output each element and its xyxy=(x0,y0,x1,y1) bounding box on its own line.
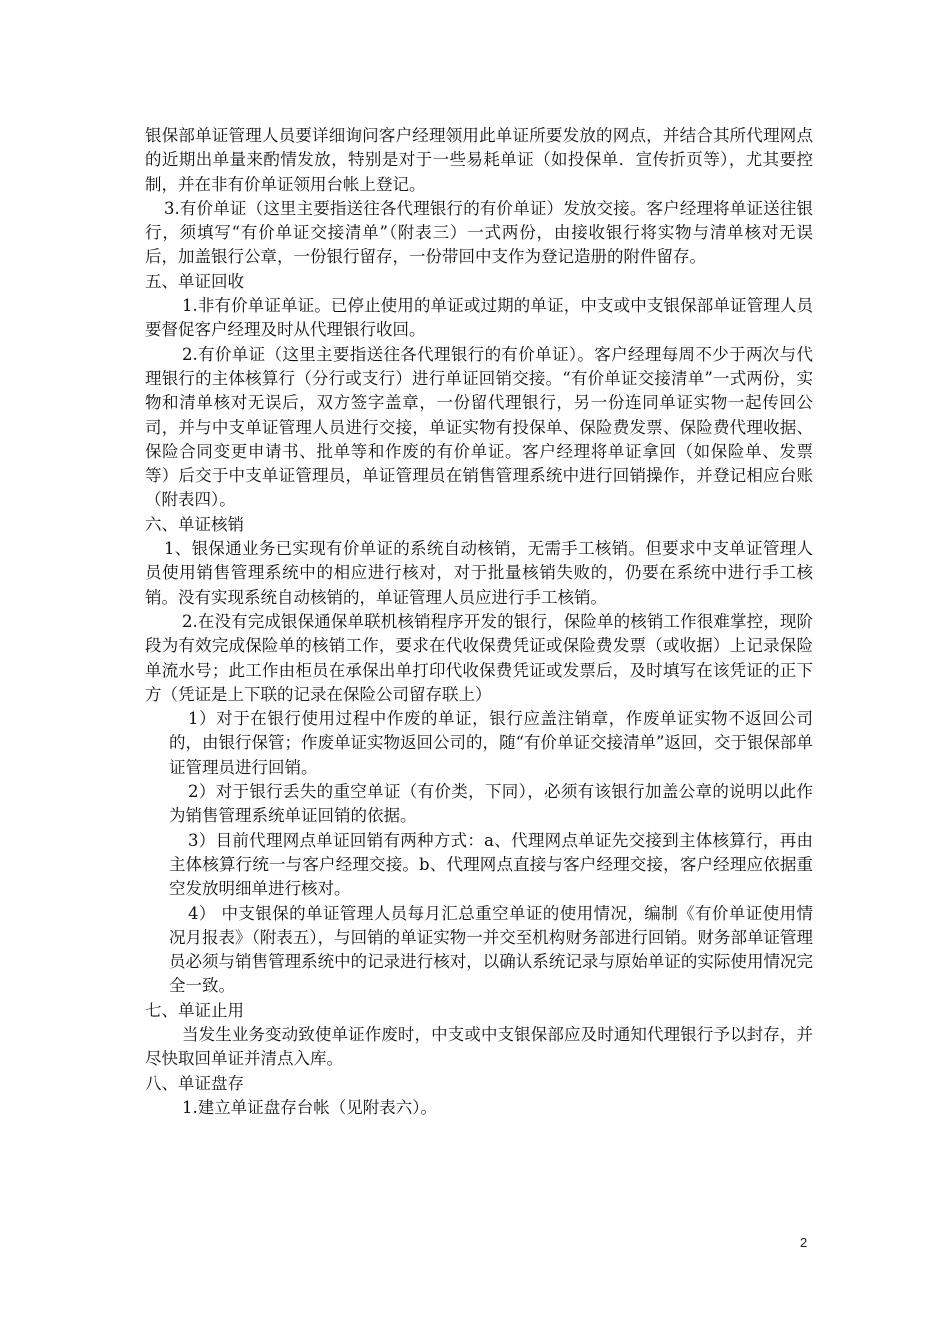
paragraph: 3.有价单证（这里主要指送往各代理银行的有价单证）发放交接。客户经理将单证送往银行，须填写“有价单证交接清单”（附表三）一式两份，由接收银行将实物与清单核对无误后，加盖银行公章，一份银行留存，一份带回中支作为登记造册的附件留存。 xyxy=(145,198,813,267)
paragraph: 2.在没有完成银保通保单联机核销程序开发的银行，保险单的核销工作很难掌控，现阶段为有效完成保险单的核销工作，要求在代收保费凭证或保险费发票（或收据）上记录保险单流水号；此工作由柜员在承保出单打印代收保费凭证或发票后，及时填写在该凭证的正下方（凭证是上下联的记录在保险公司留存联上） xyxy=(145,611,813,704)
section-heading: 七、单证止用 xyxy=(145,1000,244,1020)
paragraph: 1、银保通业务已实现有价单证的系统自动核销，无需手工核销。但要求中支单证管理人员使用销售管理系统中的相应进行核对，对于批量核销失败的，仍要在系统中进行手工核销。没有实现系统自动核销的，单证管理人员应进行手工核销。 xyxy=(145,539,813,607)
paragraph: 1.非有价单证单证。已停止使用的单证或过期的单证，中支或中支银保部单证管理人员要督促客户经理及时从代理银行收回。 xyxy=(145,296,813,340)
paragraph: 银保部单证管理人员要详细询问客户经理领用此单证所要发放的网点，并结合其所代理网点的近期出单量来酌情发放，特别是对于一些易耗单证（如投保单．宣传折页等），尤其要控制，并在非有价单证领用台帐上登记。 xyxy=(145,126,813,194)
page-number: 2 xyxy=(800,1235,808,1250)
paragraph: 1.建立单证盘存台帐（见附表六）。 xyxy=(182,1097,437,1117)
section-heading: 八、单证盘存 xyxy=(145,1073,244,1093)
paragraph: 1）对于在银行使用过程中作废的单证，银行应盖注销章，作废单证实物不返回公司的，由银行保管；作废单证实物返回公司的，随“有价单证交接清单”返回，交于银保部单证管理员进行回销。 xyxy=(169,709,813,777)
paragraph: 2）对于银行丢失的重空单证（有价类，下同），必须有该银行加盖公章的说明以此作为销售管理系统单证回销的依据。 xyxy=(169,782,813,826)
paragraph: 3）目前代理网点单证回销有两种方式：a、代理网点单证先交接到主体核算行，再由主体核算行统一与客户经理交接。b、代理网点直接与客户经理交接，客户经理应依据重空发放明细单进行核对。 xyxy=(169,830,813,899)
paragraph: 当发生业务变动致使单证作废时，中支或中支银保部应及时通知代理银行予以封存，并尽快取回单证并清点入库。 xyxy=(145,1024,813,1069)
paragraph: 2.有价单证（这里主要指送往各代理银行的有价单证）。客户经理每周不少于两次与代理银行的主体核算行（分行或支行）进行单证回销交接。“有价单证交接清单”一式两份，实物和清单核对无误后，双方签字盖章，一份留代理银行，另一份连同单证实物一起传回公司，并与中支单证管理人员进行交接，单证实物有投保单、保险费发票、保险费代理收据、保险合同变更申请书、批单等和作废的有价单证。客户经理将单证拿回（如保险单、发票等）后交于中支单证管理员，单证管理员在销售管理系统中进行回销操作，并登记相应台账（附表四）。 xyxy=(145,344,813,510)
section-heading: 六、单证核销 xyxy=(145,514,244,534)
paragraph: 4） 中支银保的单证管理人员每月汇总重空单证的使用情况，编制《有价单证使用情况月报表》（附表五），与回销的单证实物一并交至机构财务部进行回销。财务部单证管理员必须与销售管理系统中的记录进行核对，以确认系统记录与原始单证的实际使用情况完全一致。 xyxy=(169,903,813,996)
document-body xyxy=(145,124,813,1120)
section-heading: 五、单证回收 xyxy=(145,271,244,291)
